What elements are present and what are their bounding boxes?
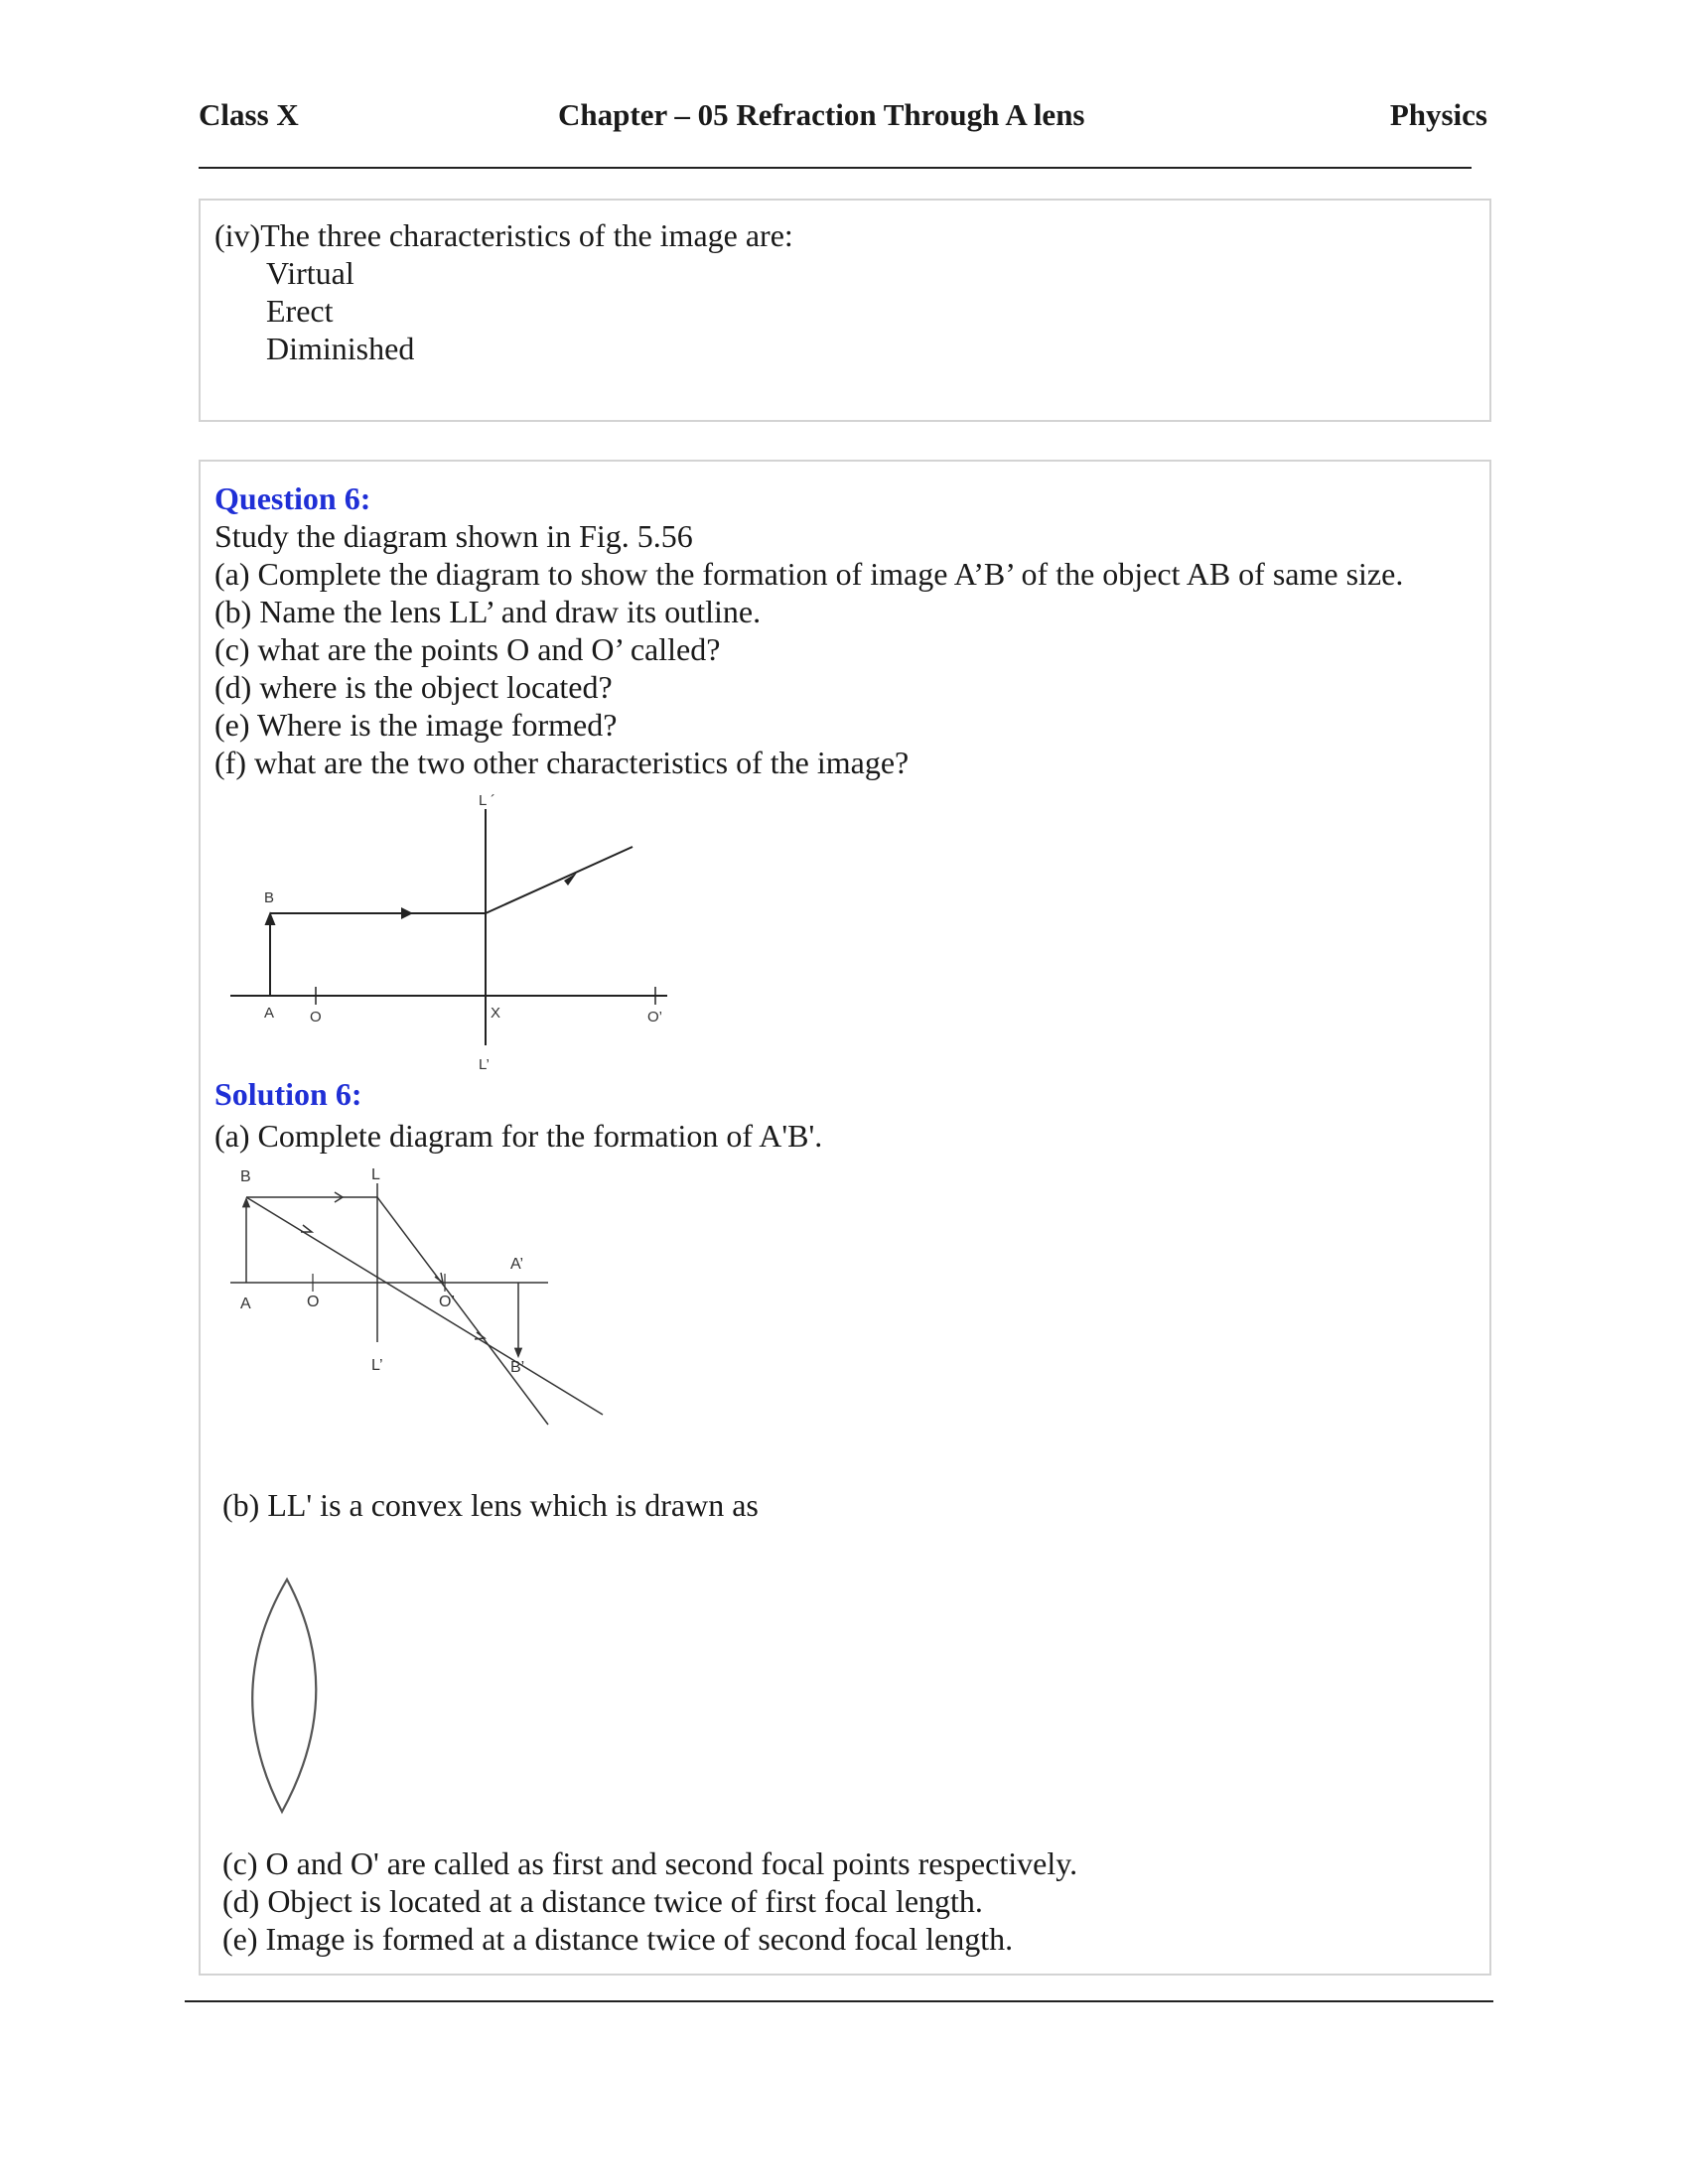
solution-e: (e) Image is formed at a distance twice of second focal length. [222,1921,1014,1957]
footer-divider [185,2000,1493,2002]
header-divider [199,167,1472,169]
subject-label: Physics [1389,97,1487,132]
incident-ray-arrow [401,907,413,919]
solution-b: (b) LL' is a convex lens which is drawn as [222,1487,759,1523]
solution-cde-block [222,1844,1077,1958]
question-line: (f) what are the two other characteristics of the image? [214,745,910,780]
label-L-prime: L’ [371,1357,383,1374]
refracted-ray-arrow [435,1273,443,1283]
central-ray [246,1197,603,1415]
question-block [214,479,1403,781]
label-O-prime: O’ [439,1294,455,1310]
question-line: (a) Complete the diagram to show the formation of image A’B’ of the object AB of same size. [214,556,1404,592]
label-O-prime: O’ [647,1009,662,1025]
solution-d: (d) Object is located at a distance twice of first focal length. [222,1883,983,1919]
solution-a: (a) Complete diagram for the formation of A'B'. [214,1118,823,1154]
question-heading: Question 6: [214,480,371,516]
label-O: O [310,1009,322,1025]
label-B: B [264,889,275,906]
label-X: X [491,1005,501,1022]
characteristics-intro: (iv)The three characteristics of the image are: [214,217,793,253]
characteristic-item: Diminished [266,331,415,366]
question-solution-box [199,460,1491,1976]
question-ray-diagram [230,789,687,1077]
label-A: A [264,1005,275,1022]
label-A: A [240,1296,251,1312]
label-B: B [240,1168,251,1185]
question-line: (d) where is the object located? [214,669,613,705]
label-A-prime: A’ [510,1256,524,1273]
question-line: (b) Name the lens LL’ and draw its outline. [214,594,762,629]
previous-answer-box [199,199,1491,422]
characteristic-item: Virtual [266,255,354,291]
solution-c: (c) O and O' are called as first and second focal points respectively. [222,1845,1078,1881]
label-B-prime: B’ [510,1359,525,1376]
label-L-bottom: L’ [479,1056,490,1073]
solution-heading: Solution 6: [214,1076,362,1112]
page-header [199,97,1487,141]
chapter-title: Chapter – 05 Refraction Through A lens [558,97,1085,132]
solution-ray-diagram [230,1161,647,1430]
question-line: Study the diagram shown in Fig. 5.56 [214,518,693,554]
question-line: (e) Where is the image formed? [214,707,618,743]
refracted-ray [486,847,633,913]
refracted-parallel-ray [377,1197,548,1425]
label-O: O [307,1294,320,1310]
question-line: (c) what are the points O and O’ called? [214,631,721,667]
label-L-top: L ´ [479,792,495,809]
label-L: L [371,1166,380,1183]
convex-lens-outline [230,1573,340,1822]
characteristic-item: Erect [266,293,334,329]
class-label: Class X [199,97,299,132]
